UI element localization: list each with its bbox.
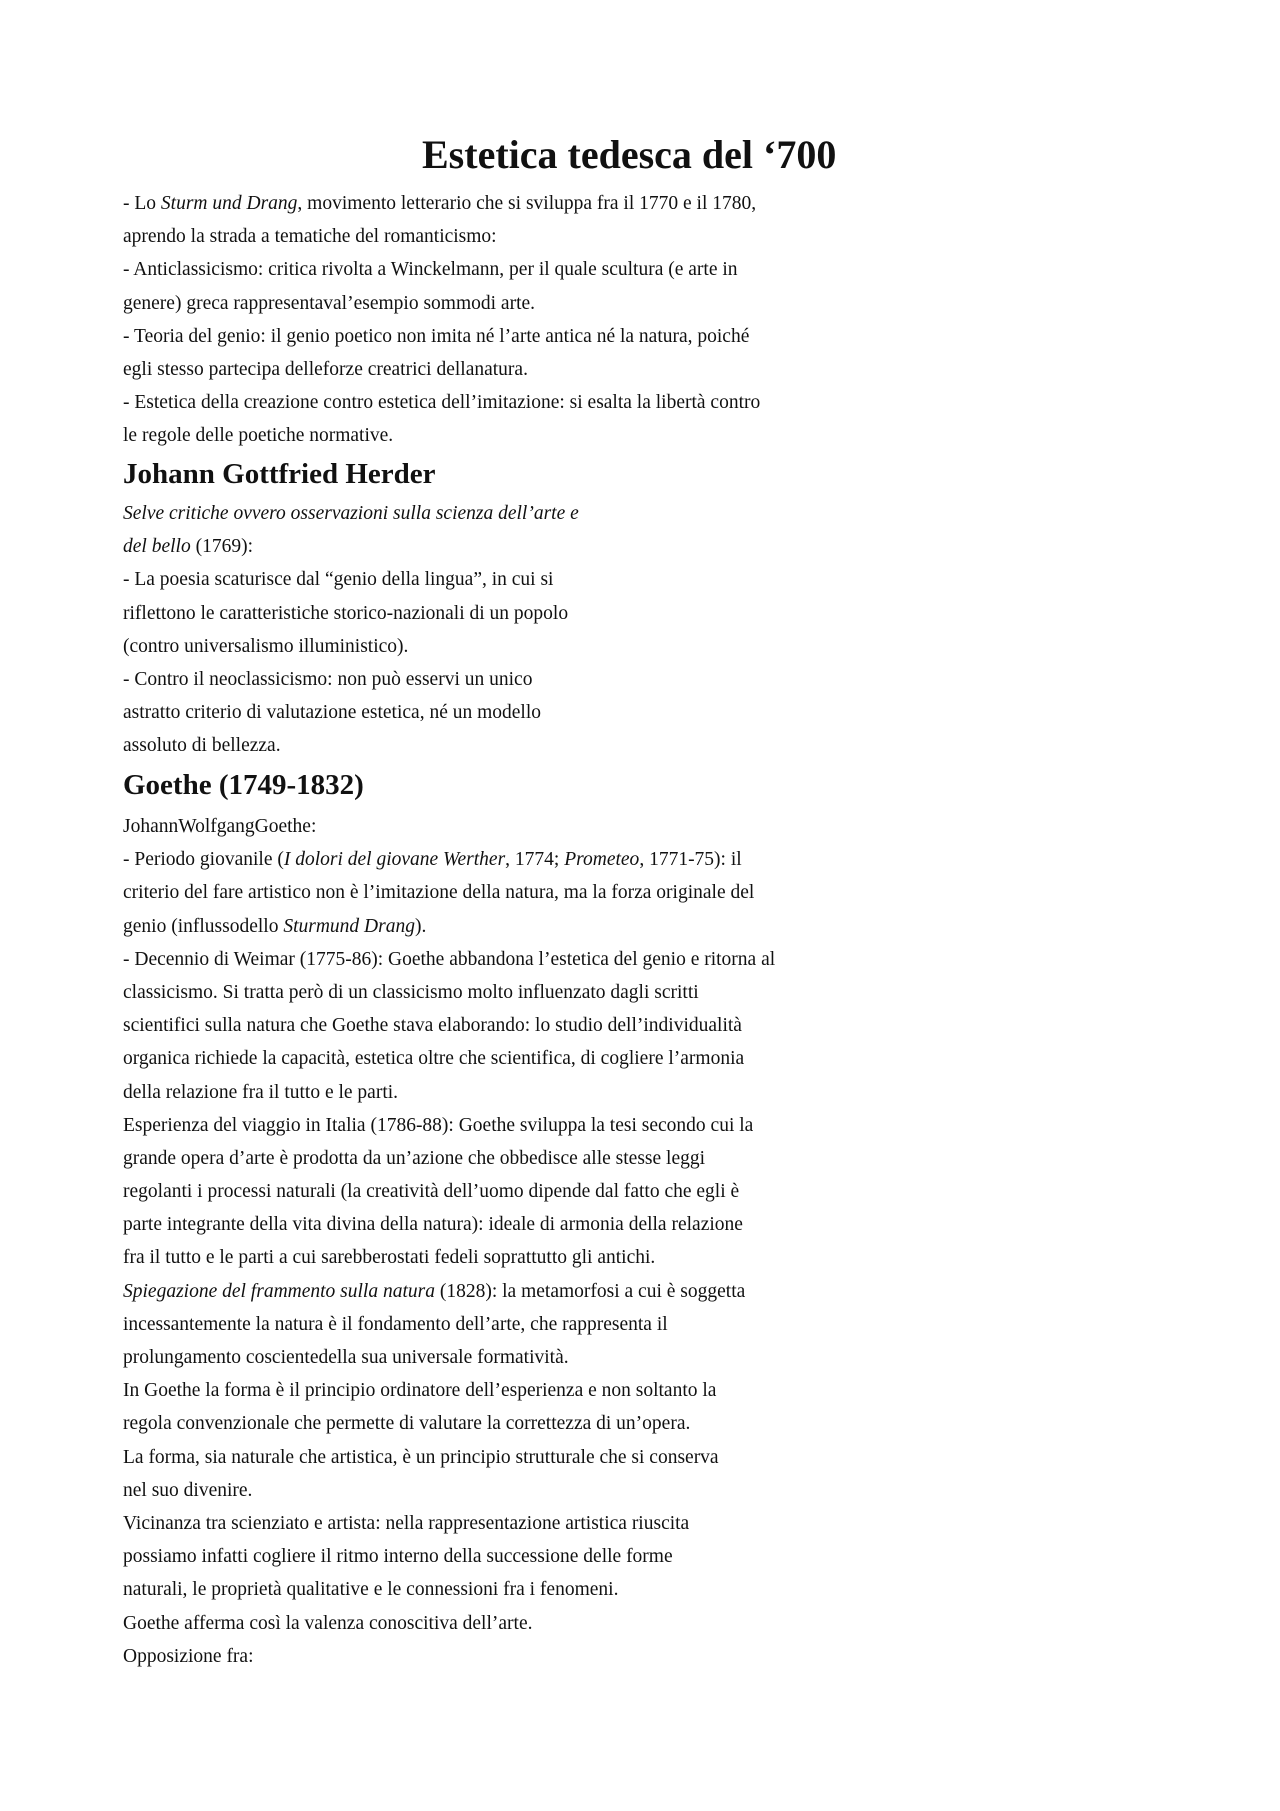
goethe-section [123, 810, 775, 1673]
section-heading-herder: Johann Gottfried Herder [123, 458, 436, 490]
section-heading-goethe: Goethe (1749-1832) [123, 769, 364, 801]
herder-line: astratto criterio di valutazione estetica, né un modello [123, 702, 542, 724]
goethe-line: parte integrante della vita divina della natura): ideale di armonia della relazione [123, 1214, 743, 1236]
italic-title: Sturmund Drang [283, 915, 415, 937]
intro-line: le regole delle poetiche normative. [123, 425, 394, 447]
goethe-line: - Decennio di Weimar (1775-86): Goethe abbandona l’estetica del genio e ritorna al [123, 948, 776, 970]
text-span: , movimento letterario che si sviluppa fra il 1770 e il 1780, [297, 193, 757, 214]
text-span: ). [414, 915, 427, 937]
herder-line [123, 530, 579, 563]
goethe-line: La forma, sia naturale che artistica, è un principio strutturale che si conserva [123, 1446, 719, 1468]
goethe-line: incessantemente la natura è il fondamento dell’arte, che rappresenta il [123, 1313, 668, 1335]
goethe-line: organica richiede la capacità, estetica oltre che scientifica, di cogliere l’armonia [123, 1048, 745, 1070]
goethe-line: criterio del fare artistico non è l’imitazione della natura, ma la forza originale del [123, 882, 755, 904]
goethe-line: Goethe afferma così la valenza conoscitiva dell’arte. [123, 1612, 533, 1634]
goethe-line [123, 843, 775, 876]
goethe-line [123, 1275, 775, 1308]
italic-title: Spiegazione del frammento sulla natura [123, 1280, 435, 1302]
herder-line: riflettono le caratteristiche storico-nazionali di un popolo [123, 602, 569, 624]
goethe-line: regola convenzionale che permette di valutare la correttezza di un’opera. [123, 1413, 691, 1435]
goethe-line: regolanti i processi naturali (la creatività dell’uomo dipende dal fatto che egli è [123, 1181, 740, 1203]
italic-title: Sturm und Drang [160, 193, 298, 214]
herder-line: - Contro il neoclassicismo: non può esservi un unico [123, 668, 533, 690]
herder-line [123, 497, 579, 530]
goethe-line: possiamo infatti cogliere il ritmo interno della successione delle forme [123, 1546, 673, 1568]
herder-line: (contro universalismo illuministico). [123, 635, 409, 657]
herder-section [123, 497, 579, 763]
text-span: - Periodo giovanile ( [123, 849, 284, 871]
goethe-line: Vicinanza tra scienziato e artista: nella rappresentazione artistica riuscita [123, 1512, 690, 1534]
herder-line: - La poesia scaturisce dal “genio della lingua”, in cui si [123, 569, 554, 591]
text-span: - Lo [123, 193, 161, 214]
intro-section [123, 187, 760, 453]
goethe-line: In Goethe la forma è il principio ordinatore dell’esperienza e non soltanto la [123, 1380, 717, 1402]
goethe-line: fra il tutto e le parti a cui sarebberostati fedeli soprattutto gli antichi. [123, 1247, 656, 1269]
italic-title: I dolori del giovane Werther [283, 849, 506, 871]
goethe-line: della relazione fra il tutto e le parti. [123, 1081, 399, 1103]
intro-line: - Teoria del genio: il genio poetico non imita né l’arte antica né la natura, poiché [123, 325, 750, 347]
goethe-line: classicismo. Si tratta però di un classicismo molto influenzato dagli scritti [123, 981, 699, 1003]
goethe-line: Esperienza del viaggio in Italia (1786-88): Goethe sviluppa la tesi secondo cui la [123, 1114, 754, 1136]
intro-line: - Estetica della creazione contro estetica dell’imitazione: si esalta la libertà contro [123, 392, 761, 414]
herder-line: assoluto di bellezza. [123, 735, 281, 757]
intro-line: - Anticlassicismo: critica rivolta a Winckelmann, per il quale scultura (e arte in [123, 259, 738, 281]
italic-title: Prometeo [564, 849, 640, 871]
intro-line [123, 187, 760, 220]
goethe-line [123, 910, 775, 943]
goethe-line: JohannWolfgangGoethe: [123, 816, 317, 837]
goethe-line: prolungamento coscientedella sua universale formatività. [123, 1347, 569, 1368]
italic-title: Selve critiche ovvero osservazioni sulla scienza dell’arte e [123, 503, 579, 524]
text-span: , 1771-75): il [639, 849, 742, 871]
page-title: Estetica tedesca del ‘700 [422, 132, 837, 177]
text-span: (1769): [190, 536, 253, 558]
text-span: (1828): la metamorfosi a cui è soggetta [434, 1280, 746, 1302]
goethe-line: Opposizione fra: [123, 1645, 254, 1667]
goethe-line: nel suo divenire. [123, 1479, 253, 1501]
italic-title: del bello [123, 536, 191, 558]
intro-line: egli stesso partecipa delleforze creatrici dellanatura. [123, 358, 528, 380]
intro-line: aprendo la strada a tematiche del romanticismo: [123, 226, 497, 248]
text-span: genio (influssodello [123, 915, 284, 937]
goethe-line: grande opera d’arte è prodotta da un’azione che obbedisce alle stesse leggi [123, 1147, 706, 1169]
text-span: , 1774; [505, 849, 565, 871]
goethe-line: scientifici sulla natura che Goethe stava elaborando: lo studio dell’individualità [123, 1015, 742, 1037]
goethe-line: naturali, le proprietà qualitative e le connessioni fra i fenomeni. [123, 1579, 619, 1601]
intro-line: genere) greca rappresentaval’esempio sommodi arte. [123, 292, 536, 314]
